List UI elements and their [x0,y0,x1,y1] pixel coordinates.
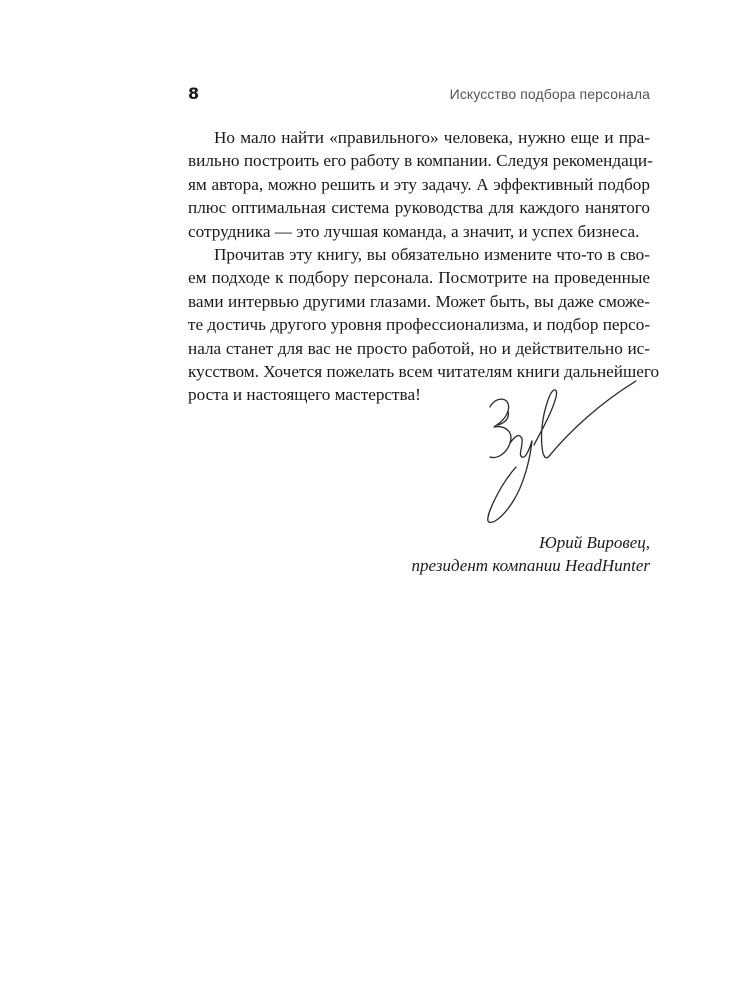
text-line: ям автора, можно решить и эту задачу. А эффективный подбор [188,174,650,194]
text-line: те достичь другого уровня профессионализма, и подбор персо- [188,315,651,335]
text-line: ем подходе к подбору персонала. Посмотрите на проведенные [188,268,650,288]
signature-attribution [412,531,650,577]
running-title: Искусство подбора персонала [449,86,650,102]
text-line: плюс оптимальная система руководства для каждого нанятого [188,198,650,218]
text-line: Прочитав эту книгу, вы обязательно измените что-то в сво- [214,245,650,265]
text-line: нала станет для вас не просто работой, но и действительно ис- [188,338,650,358]
text-line: сотрудника — это лучшая команда, а значит, и успех бизнеса. [188,221,640,241]
text-line: кусством. Хочется пожелать всем читателям книги дальнейшего [188,362,660,382]
author-title: президент компании HeadHunter [411,556,650,575]
handwritten-signature [460,375,660,530]
author-name: Юрий Вировец, [539,533,650,552]
text-line: роста и настоящего мастерства! [188,385,421,405]
text-line: вильно построить его работу в компании. Следуя рекомендаци- [188,151,653,171]
text-line: вами интервью другими глазами. Может быть, вы даже сможе- [188,291,650,311]
body-text [188,126,660,407]
text-line: Но мало найти «правильного» человека, нужно еще и пра- [214,128,650,147]
paragraph-1 [188,126,653,243]
page-number: 8 [188,84,200,103]
